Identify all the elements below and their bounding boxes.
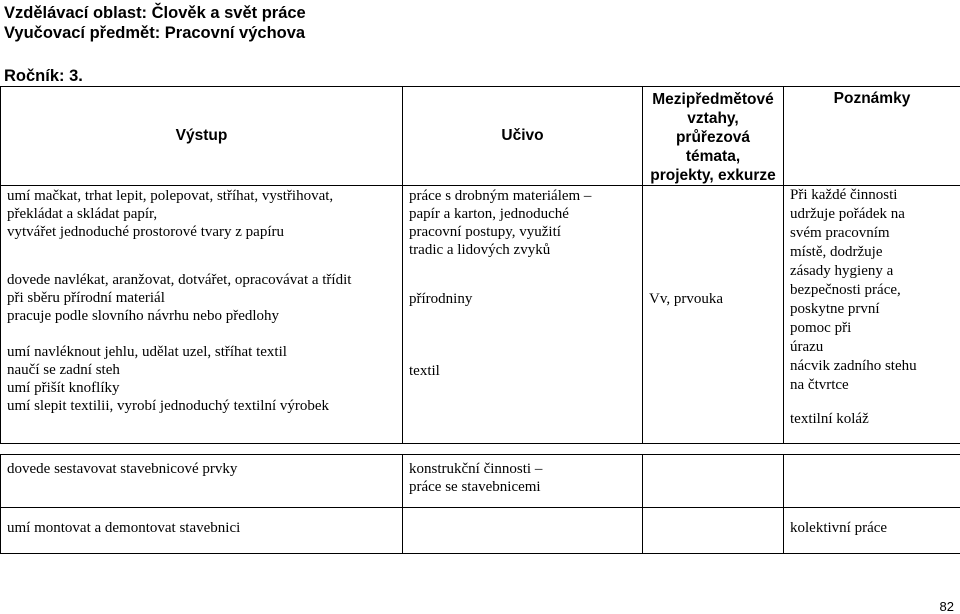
output-block-natural [7, 271, 396, 343]
cross-header-line: Mezipředmětové [652, 91, 774, 108]
notes-line: poskytne první [790, 301, 880, 317]
output-cell: dovede sestavovat stavebnicové prvky [1, 455, 403, 508]
curriculum-table [0, 86, 960, 444]
notes-line: textilní koláž [790, 411, 869, 427]
output-line: umí navléknout jehlu, udělat uzel, stříhat textil [7, 344, 287, 360]
output-cell: umí montovat a demontovat stavebnici [1, 508, 403, 554]
notes-cell [784, 186, 960, 444]
output-line: naučí se zadní steh [7, 362, 120, 378]
cross-cell [643, 455, 784, 508]
content-line: práce s drobným materiálem – [409, 188, 592, 204]
content-cell [403, 508, 643, 554]
content-line: práce se stavebnicemi [409, 479, 541, 495]
content-line: papír a karton, jednoduché [409, 206, 569, 222]
cross-cell [643, 186, 784, 444]
page-number: 82 [939, 599, 954, 614]
output-line: překládat a skládat papír, [7, 206, 158, 222]
notes-block-collage [790, 410, 954, 429]
subject-heading: Vyučovací předmět: Pracovní výchova [4, 24, 306, 42]
output-cell [1, 186, 403, 444]
cross-header-line: průřezová témata, [675, 129, 751, 165]
output-line: vytvářet jednoduché prostorové tvary z papíru [7, 224, 284, 240]
area-heading: Vzdělávací oblast: Člověk a svět práce [4, 4, 306, 22]
notes-cell: kolektivní práce [784, 508, 960, 554]
content-line: přírodniny [409, 291, 473, 307]
output-line: dovede navlékat, aranžovat, dotvářet, opracovávat a třídit [7, 272, 352, 288]
cross-header-line: vztahy, [687, 110, 739, 127]
col-header-output: Výstup [1, 87, 403, 186]
cross-cell [643, 508, 784, 554]
content-line: textil [409, 363, 440, 379]
notes-line: pomoc při [790, 320, 852, 336]
notes-line: zásady hygieny a [790, 263, 894, 279]
output-line: umí mačkat, trhat lepit, polepovat, stříhat, vystřihovat, [7, 188, 334, 204]
content-block-natural [409, 290, 636, 362]
output-block-paper [7, 187, 396, 271]
cross-line: Vv, prvouka [649, 291, 724, 307]
col-header-content: Učivo [403, 87, 643, 186]
notes-line: nácvik zadního stehu [790, 358, 917, 374]
notes-block-safety [790, 186, 954, 357]
content-block-textile [409, 362, 636, 380]
output-line: při sběru přírodní materiál [7, 290, 165, 306]
content-line: konstrukční činnosti – [409, 461, 543, 477]
output-line: pracuje podle slovního návrhu nebo předlohy [7, 308, 280, 324]
col-header-notes: Poznámky [784, 87, 960, 186]
content-block-paper [409, 187, 636, 290]
notes-line: bezpečnosti práce, [790, 282, 901, 298]
notes-line: svém pracovním [790, 225, 890, 241]
notes-line: na čtvrtce [790, 377, 849, 393]
notes-line: Při každé činnosti [790, 187, 898, 203]
content-cell [403, 186, 643, 444]
grade-heading: Ročník: 3. [4, 67, 83, 85]
output-line: umí slepit textilii, vyrobí jednoduchý textilní výrobek [7, 398, 330, 414]
notes-line: úrazu [790, 339, 824, 355]
output-line: umí přišít knoflíky [7, 380, 120, 396]
cross-header-line: projekty, exkurze [650, 167, 776, 184]
notes-line: místě, dodržuje [790, 244, 883, 260]
notes-cell [784, 455, 960, 508]
content-cell [403, 455, 643, 508]
notes-line: udržuje pořádek na [790, 206, 905, 222]
notes-block-stitch [790, 357, 954, 395]
content-line: tradic a lidových zvyků [409, 242, 551, 258]
cross-block-natural [649, 290, 777, 308]
content-line: pracovní postupy, využití [409, 224, 561, 240]
output-block-textile [7, 343, 396, 415]
col-header-cross [643, 87, 784, 186]
curriculum-table-construction [0, 454, 960, 554]
